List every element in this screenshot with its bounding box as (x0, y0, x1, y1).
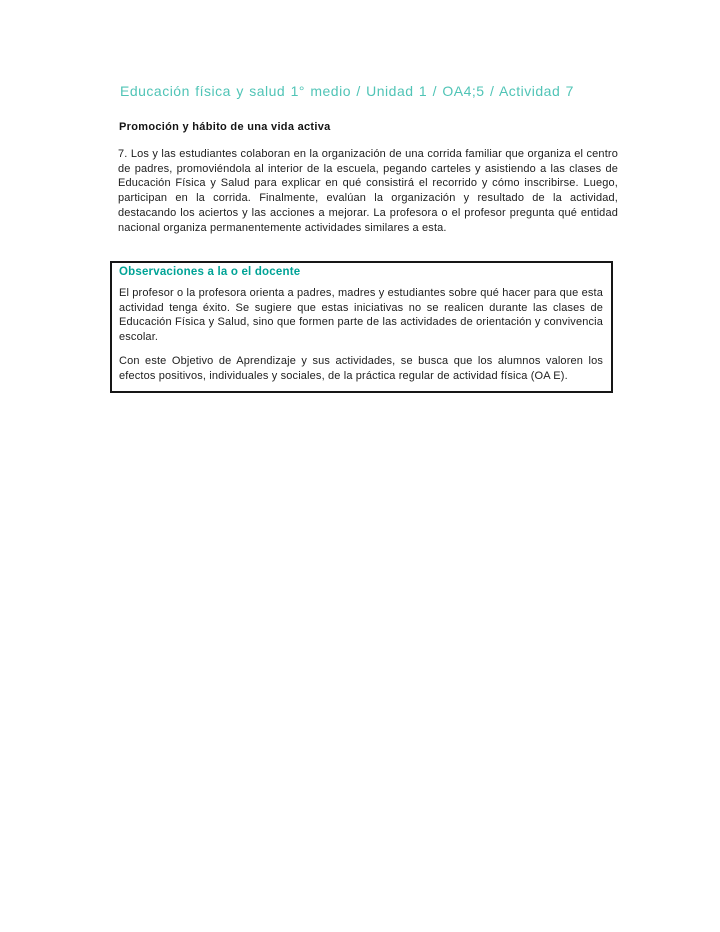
teacher-observations-box (110, 261, 613, 393)
observations-box-title: Observaciones a la o el docente (119, 266, 301, 278)
observations-paragraph-2: Con este Objetivo de Aprendizaje y sus actividades, se busca que los alumnos valoren los efectos positivos, individuales y sociales, de la práctica regular de actividad física (OA E). (119, 354, 603, 382)
activity-title: Promoción y hábito de una vida activa (119, 121, 331, 133)
breadcrumb-title: Educación física y salud 1° medio / Unidad 1 / OA4;5 / Actividad 7 (120, 83, 574, 99)
activity-description: 7. Los y las estudiantes colaboran en la organización de una corrida familiar que organiza el centro de padres, promoviéndola al interior de la escuela, pegando carteles y asistiendo a las clases de Educación Física y Salud para explicar en qué consistirá el recorrido y cómo inscribirse. Luego, participan en la corrida. Finalmente, evalúan la organización y resultado de la actividad, destacando los aciertos y las acciones a mejorar. La profesora o el profesor pregunta qué entidad nacional organiza permanentemente actividades similares a esta. (118, 148, 618, 234)
observations-paragraph-1: El profesor o la profesora orienta a padres, madres y estudiantes sobre qué hacer para que esta actividad tenga éxito. Se sugiere que estas iniciativas no se realicen durante las clases de Educación Física y Salud, sino que formen parte de las actividades de orientación y convivencia escolar. (119, 287, 603, 344)
